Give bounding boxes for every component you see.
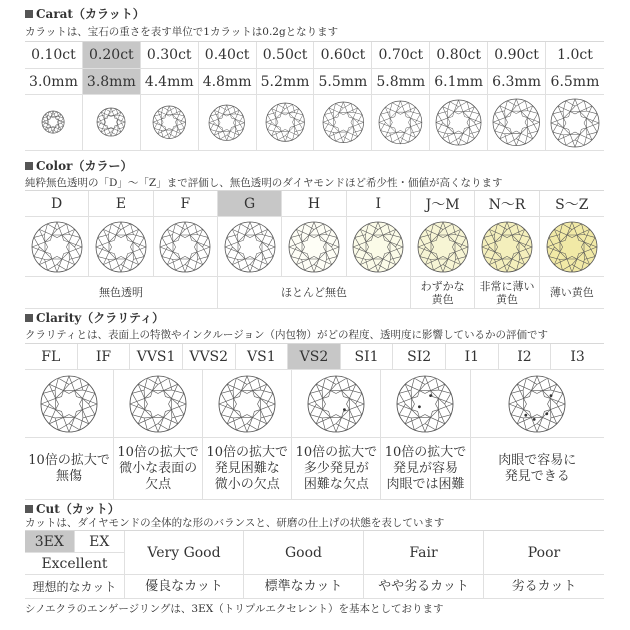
clarity-table bbox=[25, 343, 604, 500]
carat-diamond-cell-8 bbox=[488, 95, 546, 151]
clarity-diamond-row bbox=[25, 370, 604, 438]
color-grade-6 bbox=[411, 191, 475, 217]
carat-size-1-text: 3.8mm bbox=[86, 73, 136, 90]
diamond-color-3 bbox=[223, 220, 277, 274]
carat-description: カラットは、宝石の重さを表す単位で1カラットは0.2gとなります bbox=[25, 26, 339, 38]
clarity-description-row bbox=[25, 438, 604, 500]
carat-size-row bbox=[25, 69, 604, 95]
carat-weight-0-text: 0.10ct bbox=[31, 47, 76, 63]
diamond-clarity-5 bbox=[507, 374, 567, 434]
color-section-title bbox=[25, 157, 132, 174]
diamond-clarity-2 bbox=[217, 374, 277, 434]
clarity-grade-1-text: IF bbox=[95, 348, 112, 365]
carat-weight-2 bbox=[141, 42, 199, 69]
color-diamond-cell-3 bbox=[218, 217, 282, 277]
clarity-desc-3-text: 10倍の拡大で 多少発見が 困難な欠点 bbox=[295, 444, 378, 492]
clarity-grade-4 bbox=[236, 344, 289, 370]
clarity-grade-4-text: VS1 bbox=[247, 348, 276, 365]
carat-diamond-cell-0 bbox=[25, 95, 83, 151]
diamond-carat-4 bbox=[264, 101, 306, 143]
color-diamond-cell-4 bbox=[282, 217, 346, 277]
carat-weight-0 bbox=[25, 42, 83, 69]
clarity-desc-5 bbox=[471, 438, 604, 500]
diamond-carat-6 bbox=[377, 99, 424, 146]
color-grade-1 bbox=[89, 191, 153, 217]
carat-size-3 bbox=[199, 69, 257, 95]
carat-weight-6 bbox=[372, 42, 430, 69]
carat-weight-9-text: 1.0ct bbox=[557, 47, 593, 63]
carat-size-8-text: 6.3mm bbox=[492, 73, 541, 90]
carat-weight-9 bbox=[546, 42, 604, 69]
diamond-clarity-1 bbox=[128, 374, 188, 434]
carat-size-2-text: 4.4mm bbox=[144, 73, 194, 90]
diamond-color-0 bbox=[30, 220, 84, 274]
diamond-carat-3 bbox=[207, 103, 246, 142]
clarity-diamond-cell-0 bbox=[25, 370, 114, 438]
color-group-row bbox=[25, 277, 604, 309]
clarity-grade-3-text: VVS2 bbox=[189, 348, 229, 365]
carat-size-4-text: 5.2mm bbox=[260, 73, 310, 90]
diamond-color-5 bbox=[351, 220, 405, 274]
carat-size-7-text: 6.1mm bbox=[434, 73, 484, 90]
color-group-0-text: 無色透明 bbox=[99, 286, 143, 299]
carat-diamond-cell-4 bbox=[257, 95, 315, 151]
color-description: 純粋無色透明の「D」～「Z」まで評価し、無色透明のダイヤモンドほど希少性・価値が高くなります bbox=[25, 177, 503, 189]
clarity-grade-7 bbox=[393, 344, 446, 370]
color-group-4 bbox=[540, 277, 604, 309]
color-diamond-cell-1 bbox=[89, 217, 153, 277]
carat-weight-8-text: 0.90ct bbox=[494, 47, 539, 63]
color-grade-5-text: I bbox=[375, 195, 382, 212]
clarity-desc-4 bbox=[381, 438, 470, 500]
diamond-clarity-3 bbox=[306, 374, 366, 434]
clarity-title-text: Clarity（クラリティ） bbox=[36, 311, 165, 325]
carat-size-4 bbox=[257, 69, 315, 95]
clarity-desc-0 bbox=[25, 438, 114, 500]
carat-diamond-cell-1 bbox=[83, 95, 141, 151]
color-grade-1-text: E bbox=[115, 195, 127, 212]
carat-size-9 bbox=[546, 69, 604, 95]
carat-size-0-text: 3.0mm bbox=[29, 73, 78, 90]
carat-weight-1 bbox=[83, 42, 141, 69]
color-group-1 bbox=[218, 277, 411, 309]
clarity-grade-row bbox=[25, 344, 604, 370]
clarity-grade-6 bbox=[341, 344, 394, 370]
carat-weight-7-text: 0.80ct bbox=[436, 47, 481, 63]
cut-description: カットは、ダイヤモンドの全体的な形のバランスと、研磨の仕上げの状態を表しています bbox=[25, 517, 445, 529]
carat-weight-3 bbox=[199, 42, 257, 69]
clarity-desc-1-text: 10倍の拡大で 微小な表面の 欠点 bbox=[117, 444, 199, 492]
carat-diamond-cell-3 bbox=[199, 95, 257, 151]
clarity-grade-10 bbox=[551, 344, 604, 370]
color-group-3-text: 非常に薄い 黄色 bbox=[479, 279, 535, 306]
cut-desc-good: 標準なカット bbox=[244, 575, 364, 599]
carat-size-8 bbox=[488, 69, 546, 95]
clarity-grade-6-text: SI1 bbox=[354, 348, 379, 365]
cut-grade-ex: EX bbox=[75, 531, 125, 553]
diamond-color-2 bbox=[158, 220, 212, 274]
carat-title-text: Carat（カラット） bbox=[36, 7, 145, 21]
clarity-grade-7-text: SI2 bbox=[407, 348, 432, 365]
carat-diamond-cell-7 bbox=[430, 95, 488, 151]
carat-weight-7 bbox=[430, 42, 488, 69]
clarity-description: クラリティとは、表面上の特徴やインクルージョン（内包物）がどの程度、透明度に影響しているかの評価です bbox=[25, 329, 549, 341]
cut-desc-excellent: 理想的なカット bbox=[25, 575, 125, 599]
carat-weight-8 bbox=[488, 42, 546, 69]
carat-weight-3-text: 0.40ct bbox=[204, 47, 250, 63]
clarity-grade-9-text: I2 bbox=[517, 348, 532, 365]
diamond-carat-1 bbox=[95, 106, 127, 138]
cut-grade-very-good: Very Good bbox=[125, 531, 244, 575]
diamond-carat-7 bbox=[434, 98, 483, 147]
cut-title-text: Cut（カット） bbox=[36, 502, 120, 516]
color-diamond-cell-8 bbox=[540, 217, 604, 277]
color-group-0 bbox=[25, 277, 218, 309]
clarity-grade-0 bbox=[25, 344, 78, 370]
color-grade-4 bbox=[282, 191, 346, 217]
clarity-diamond-cell-3 bbox=[292, 370, 381, 438]
color-table bbox=[25, 190, 604, 309]
footer-note: シノエクラのエンゲージリングは、3EX（トリプルエクセレント）を基本としております bbox=[25, 603, 444, 615]
carat-size-5 bbox=[314, 69, 372, 95]
carat-diamond-cell-2 bbox=[141, 95, 199, 151]
clarity-grade-2 bbox=[130, 344, 183, 370]
color-grade-8-text: S～Z bbox=[555, 196, 589, 213]
diamond-clarity-4 bbox=[395, 374, 455, 434]
clarity-grade-5 bbox=[288, 344, 341, 370]
carat-diamond-row bbox=[25, 95, 604, 151]
diamond-color-7 bbox=[480, 220, 534, 274]
color-grade-row bbox=[25, 191, 604, 217]
color-diamond-row bbox=[25, 217, 604, 277]
cut-grade-fair: Fair bbox=[364, 531, 484, 575]
diamond-carat-5 bbox=[321, 100, 366, 145]
cut-desc-poor: 劣るカット bbox=[484, 575, 604, 599]
diamond-color-6 bbox=[416, 220, 470, 274]
clarity-diamond-cell-1 bbox=[114, 370, 203, 438]
clarity-section-title bbox=[25, 309, 164, 326]
carat-weight-2-text: 0.30ct bbox=[146, 47, 192, 63]
carat-size-0 bbox=[25, 69, 83, 95]
color-grade-8 bbox=[540, 191, 604, 217]
carat-weight-6-text: 0.70ct bbox=[378, 47, 424, 63]
carat-diamond-cell-6 bbox=[372, 95, 430, 151]
carat-size-2 bbox=[141, 69, 199, 95]
clarity-diamond-cell-4 bbox=[381, 370, 470, 438]
color-grade-2-text: F bbox=[180, 195, 191, 212]
carat-table bbox=[25, 41, 604, 151]
color-group-2 bbox=[411, 277, 475, 309]
clarity-desc-1 bbox=[114, 438, 203, 500]
carat-size-1 bbox=[83, 69, 141, 95]
carat-size-6 bbox=[372, 69, 430, 95]
color-grade-0-text: D bbox=[51, 195, 63, 212]
carat-size-3-text: 4.8mm bbox=[202, 73, 252, 90]
color-grade-3-text: G bbox=[244, 195, 256, 212]
clarity-desc-2 bbox=[203, 438, 292, 500]
diamond-color-4 bbox=[287, 220, 341, 274]
clarity-diamond-cell-5 bbox=[471, 370, 604, 438]
color-grade-7-text: N～R bbox=[488, 196, 526, 213]
clarity-grade-1 bbox=[78, 344, 131, 370]
diamond-color-8 bbox=[545, 220, 599, 274]
carat-size-5-text: 5.5mm bbox=[318, 73, 368, 90]
cut-desc-very-good: 優良なカット bbox=[125, 575, 244, 599]
color-grade-2 bbox=[154, 191, 218, 217]
color-diamond-cell-7 bbox=[475, 217, 539, 277]
color-grade-0 bbox=[25, 191, 89, 217]
clarity-grade-8-text: I1 bbox=[464, 348, 480, 365]
carat-section-title bbox=[25, 5, 145, 22]
cut-grade-good: Good bbox=[244, 531, 364, 575]
carat-weight-row bbox=[25, 42, 604, 69]
carat-weight-4-text: 0.50ct bbox=[262, 47, 308, 63]
color-group-2-text: わずかな 黄色 bbox=[420, 279, 465, 306]
diamond-carat-0 bbox=[40, 109, 66, 135]
clarity-grade-0-text: FL bbox=[41, 348, 61, 365]
color-diamond-cell-0 bbox=[25, 217, 89, 277]
clarity-grade-10-text: I3 bbox=[570, 348, 585, 365]
color-grade-3 bbox=[218, 191, 282, 217]
carat-size-6-text: 5.8mm bbox=[376, 73, 426, 90]
carat-size-9-text: 6.5mm bbox=[550, 73, 600, 90]
color-grade-5 bbox=[347, 191, 411, 217]
carat-diamond-cell-5 bbox=[314, 95, 372, 151]
cut-grade-poor: Poor bbox=[484, 531, 604, 575]
color-grade-7 bbox=[475, 191, 539, 217]
clarity-desc-5-text: 肉眼で容易に 発見できる bbox=[498, 452, 577, 484]
color-group-4-text: 薄い黄色 bbox=[549, 286, 594, 299]
color-diamond-cell-5 bbox=[347, 217, 411, 277]
cut-table bbox=[25, 530, 604, 599]
color-grade-6-text: J～M bbox=[425, 196, 460, 213]
color-diamond-cell-2 bbox=[154, 217, 218, 277]
clarity-desc-2-text: 10倍の拡大で 発見困難な 微小の欠点 bbox=[206, 444, 289, 492]
carat-diamond-cell-9 bbox=[546, 95, 604, 151]
diamond-carat-9 bbox=[549, 97, 601, 149]
clarity-grade-5-text: VS2 bbox=[299, 348, 329, 365]
diamond-carat-2 bbox=[151, 104, 187, 140]
color-diamond-cell-6 bbox=[411, 217, 475, 277]
color-group-3 bbox=[475, 277, 539, 309]
carat-weight-5 bbox=[314, 42, 372, 69]
clarity-desc-3 bbox=[292, 438, 381, 500]
clarity-grade-9 bbox=[499, 344, 552, 370]
cut-desc-fair: やや劣るカット bbox=[364, 575, 484, 599]
clarity-grade-3 bbox=[183, 344, 236, 370]
clarity-diamond-cell-2 bbox=[203, 370, 292, 438]
cut-grade-excellent: Excellent bbox=[41, 555, 108, 572]
color-title-text: Color（カラー） bbox=[36, 159, 133, 173]
clarity-grade-2-text: VVS1 bbox=[136, 348, 176, 365]
carat-weight-1-text: 0.20ct bbox=[89, 47, 134, 63]
cut-grade-3ex: 3EX bbox=[25, 531, 75, 553]
diamond-clarity-0 bbox=[39, 374, 99, 434]
diamond-carat-8 bbox=[491, 97, 542, 148]
carat-size-7 bbox=[430, 69, 488, 95]
diamond-color-1 bbox=[94, 220, 148, 274]
clarity-desc-0-text: 10倍の拡大で 無傷 bbox=[28, 452, 110, 484]
color-group-1-text: ほとんど無色 bbox=[281, 286, 347, 299]
clarity-desc-4-text: 10倍の拡大で 発見が容易 肉眼では困難 bbox=[384, 444, 467, 492]
cut-excellent-group bbox=[25, 531, 125, 575]
carat-weight-5-text: 0.60ct bbox=[320, 47, 366, 63]
color-grade-4-text: H bbox=[307, 195, 321, 212]
carat-weight-4 bbox=[257, 42, 315, 69]
clarity-grade-8 bbox=[446, 344, 499, 370]
